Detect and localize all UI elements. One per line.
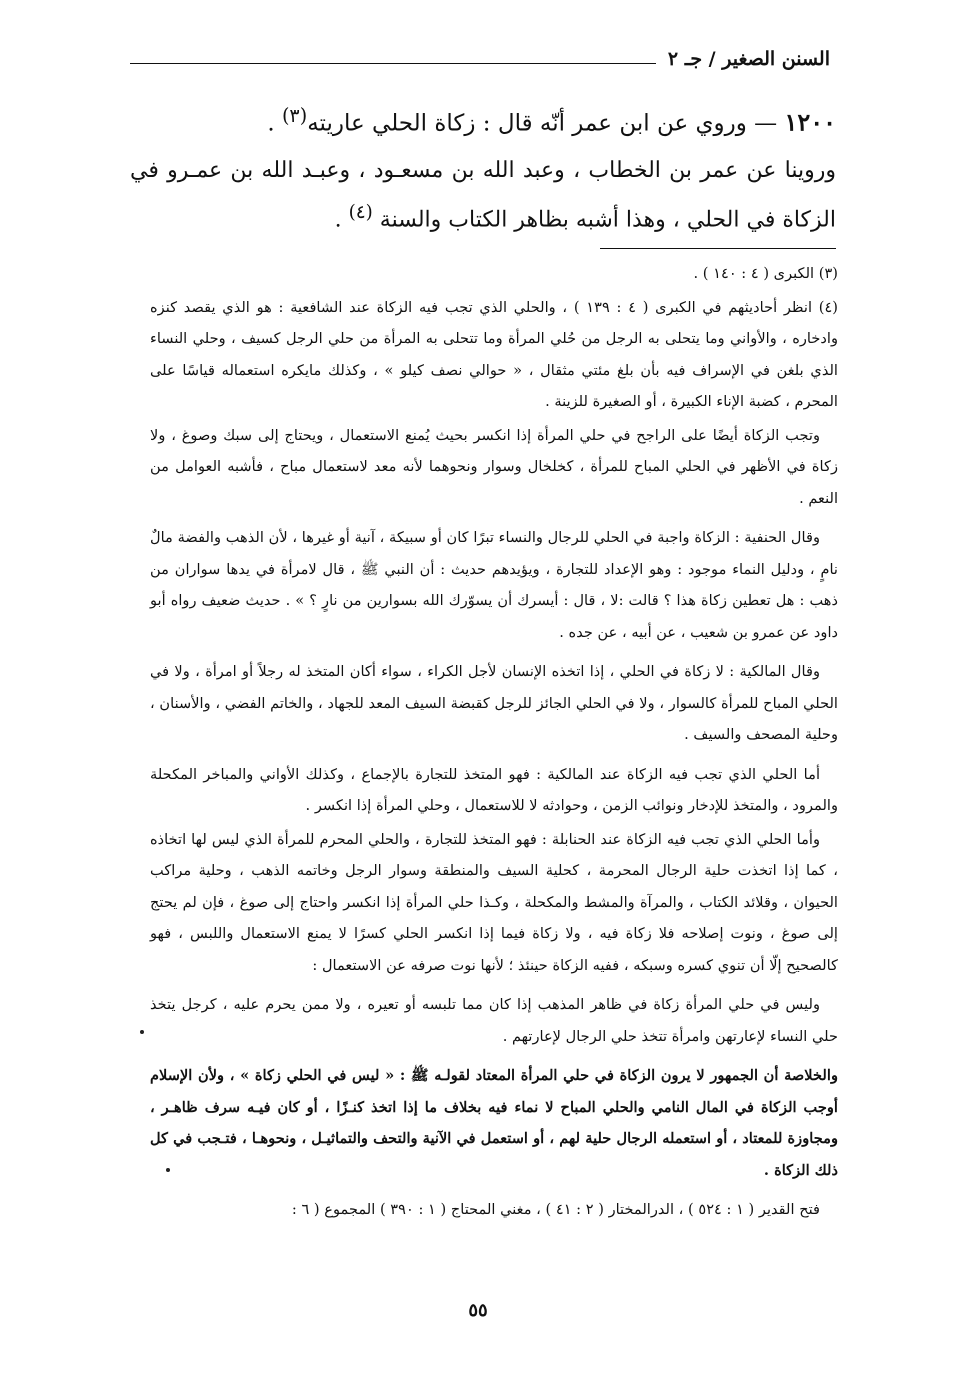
hadith-1200 — [130, 96, 836, 144]
footnote-hanbali: وأما الحلي الذي تجب فيه الزكاة عند الحنابلة : فهو المتخذ للتجارة ، والحلي المحرم للمرأة الذي ليس لها اتخاذه ، كما إذا اتخذت حلية الرجال المحرمة ، كحلية السيف والمنطقة وسوار الرجل وخاتمه الذهب ، وحلية مراكب الحيوان ، وقلائد الكتاب ، والمرآة والمشط والمكحلة ، وكـذا حلي المرأة إذا انكسر واحتاج إلى صوغ ، فإن لم يحتج إلى صوغ ، ونوت إصلاحه فلا زكاة فيه ، ولا زكاة فيما إذا انكسر الحلي كسرًا لا يمنع الاستعمال واللبس ، فهو كالصحيح إلّا أن تنوي كسره وسبكه ، ففيه الزكاة حينئذ ؛ لأنها نوت صرفه عن الاستعمال : — [150, 830, 838, 974]
narration-paragraph — [130, 150, 836, 241]
narration-text: وروينا عن عمر بن الخطاب ، وعبد الله بن مسعـود ، وعبـد الله بن عمـرو في الزكاة في الحلي ، وهذا أشبه بظاهر الكتاب والسنة — [130, 158, 836, 233]
narration-end: . — [334, 207, 349, 233]
footnote-ref-3: (٣) — [281, 104, 308, 127]
hadith-end: . — [267, 110, 282, 137]
footnote-sources: فتح القدير ( ١ : ٥٢٤ ) ، الدرالمختار ( ٢ : ٤١ ) ، مغني المحتاج ( ١ : ٣٩٠ ) المجموع ( ٦ : — [291, 1201, 820, 1218]
hadith-dash: — — [754, 110, 778, 137]
footnote-3: (٣) الكبرى ( ٤ : ١٤٠ ) . — [693, 265, 838, 282]
hadith-number: ١٢٠٠ — [784, 107, 836, 137]
footnote-ref-4: (٤) — [348, 202, 373, 223]
footnotes — [150, 258, 838, 1228]
header-title: السنن الصغير / جـ ٢ — [667, 48, 830, 70]
footnote-summary: والخلاصة أن الجمهور لا يرون الزكاة في حلي المرأة المعتاد لقولـه ﷺ : « ليس في الحلي زكاة » ، ولأن الإسلام أوجب الزكاة في المال النامي والحلي المباح لا نماء فيه بخلاف ما إذا اتخذ كنـزًا ، أو كان فيـه سرف ظاهـر ، ومجاوزة للمعتاد ، أو استعمله الرجال حلية لهم ، أو استعمل في الآنية والتحف والتماثيـل ، ونحوهـا ، فتـجب في كل ذلك الزكاة . — [150, 1067, 838, 1179]
footnote-hanbali-madhhab: وليس في حلي المرأة زكاة في ظاهر المذهب إذا كان مما تلبسه أو تعيره ، ولا ممن يحرم عليه ، كرجل يتخذ حلي النساء لإعارتهن وامرأة تتخذ حلي الرجال لإعارتهم . — [150, 996, 838, 1045]
footnote-maliki-zakat: أما الحلي الذي تجب فيه الزكاة عند المالكية : فهو المتخذ للتجارة بالإجماع ، وكذلك الأواني والمباخر المكحلة والمرود ، والمتخذ للإدخار ونوائب الزمن ، وحوادثه لا للاستعمال ، وحلي المرأة إذا انكسر . — [150, 765, 838, 814]
footnote-shafii-continued: وتجب الزكاة أيضًا على الراجح في حلي المرأة إذا انكسر بحيث يُمنع الاستعمال ، ويحتاج إلى سبك وصوغ ، ولا زكاة في الأظهر في الحلي المباح للمرأة ، كخلخال وسوار ونحوهما لأنه معد لاستعمال مباح ، فأشبه العوامل من النعم . — [150, 426, 838, 507]
page-number: ٥٥ — [468, 1300, 488, 1321]
footnote-4: (٤) انظر أحاديثهم في الكبرى ( ٤ : ١٣٩ ) ، والحلي الذي تجب فيه الزكاة عند الشافعية : هو الذي يقصد كنزه وادخاره ، والأواني وما يتحلى به الرجل من حُلي المرأة وما تتحلى به المرأة من حلي الرجل كسيف ، وحلي النساء الذي بلغن في الإسراف فيه بأن بلغ مئتي مثقال ، « حوالي نصف كيلو » ، وكذلك مايكره استعماله قياسًا على المحرم ، كضبة الإناء الكبيرة ، أو الصغيرة للزينة . — [150, 298, 838, 410]
footnote-maliki: وقال المالكية : لا زكاة في الحلي ، إذا اتخذه الإنسان لأجل الكراء ، سواء أكان المتخذ له رجلاً أو امرأة ، ولا في الحلي المباح للمرأة كالسوار ، ولا في الحلي الجائز للرجل كقبضة السيف المعد للجهاد ، والخاتم الفضي ، والأسنان ، وحلية المصحف والسيف . — [150, 663, 838, 743]
footnote-hanafi: وقال الحنفية : الزكاة واجبة في الحلي للرجال والنساء تبرًا كان أو سبيكة ، آنية أو غيرها ، لأن الذهب والفضة مالٌ نامٍ ، ودليل النماء موجود : وهو الإعداد للتجارة ، ويؤيدهم حديث : أن النبي ﷺ ، قال لامرأة في يدها سواران من ذهب : هل تعطين زكاة هذا ؟ قالت :لا ، قال : أيسرك أن يسوّرك الله بسوارين من نارٍ ؟ » . حديث ضعيف رواه أبو داود عن عمرو بن شعيب ، عن أبيه ، عن جده . — [150, 529, 838, 641]
footnote-separator — [600, 248, 836, 249]
hadith-text: وروي عن ابن عمر أنّه قال : زكاة الحلي عاريته — [307, 110, 747, 137]
scan-speck — [140, 1030, 144, 1034]
running-header — [130, 38, 830, 70]
scan-speck — [166, 1168, 170, 1172]
header-rule — [130, 63, 656, 64]
